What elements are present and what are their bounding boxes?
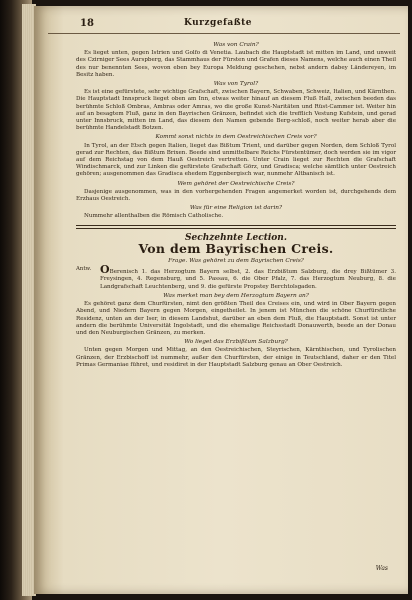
paragraph: Nummehr allenthalben die Römisch Catholische. bbox=[84, 213, 224, 220]
paragraph: Es lieget unten, gegen Istrien und Golfo di Venetia. Laubach die Hauptstadt ist mitten im Land, und unweit des Czirniger Sees Aurspberg, das Stammhaus der Fürsten und Grafen dieses Namens, welche auch einen Theil des nur benennten Sees, wovon eben bey Europa Meldung geschehen, nebst andern dabey Ländereyen, im Besitz haben. bbox=[76, 50, 396, 78]
answer-paragraph bbox=[76, 263, 396, 291]
question: Was von Tyrol? bbox=[213, 81, 259, 88]
header-rule bbox=[48, 33, 400, 34]
paragraph: Unten gegen Morgen und Mittag, an den Oestreichischen, Steyrischen, Kärnthischen, und Tyrolischen Gränzen, der Erzbischoff ist nummehr, außer den Churfürsten, der einige in Teutschland, daher er den Titel Primas Germaniae führet, und residiret in der Hauptstadt Salzburg genau an Ober Oestreich. bbox=[76, 347, 396, 368]
paragraph: Es gehöret ganz dem Churfürsten, nimt den größten Theil des Creises ein, und wird in Ober Bayern gegen Abend, und Niedern Bayern gegen Morgen, eingetheilet. In jenem ist München die schöne Churfürstliche Residenz, unten an der Iser, in diesem Landshut, darüber an eben dem Fluß, die Hauptstadt. Sonst ist unter andern die berühmte Universität Ingolstadt, und die ehemalige Reichsstadt Donauwerth, beede an der Donau und den Neuburgischen Gränzen, zu merken. bbox=[76, 301, 396, 336]
question: Wo lieget das Erzbißtum Salzburg? bbox=[184, 339, 288, 346]
question: Was merket man bey dem Herzogtum Bayern an? bbox=[163, 292, 309, 299]
page-content bbox=[76, 40, 396, 590]
question: Wem gehöret der Oestreichische Creis? bbox=[177, 180, 295, 187]
answer-text: Berenisch 1. das Herzogtum Bayern selbst, 2. das Erzbißtum Salzburg, die drey Bißtümer 3. Freysingen, 4. Regensburg, und 5. Passau, 6. die Ober Pfalz, 7. das Herzogtum Neuburg, 8. die Landgrafschaft Leuchtenberg, und 9. die gefürste Propstey Berchtolsgaden. bbox=[100, 269, 396, 290]
answer-label: Antw. bbox=[76, 266, 92, 273]
question: Was für eine Religion ist darin? bbox=[189, 205, 283, 212]
question: Frage. Was gehöret zu dem Bayrischen Creis? bbox=[168, 258, 304, 265]
book-page bbox=[34, 6, 408, 594]
paragraph: In Tyrol, an der Etsch gegen Italien, lieget das Bißtum Trient, und darüber gegen Norden, dem Schloß Tyrol gerad zur Rechten, das Bißtum Brixen. Beede sind unmittelbare Reichs Fürstentümer, doch werden sie im vigor auf dem Reichstag von dem Hauß Oestreich vertretten. Unter Crain lieget zur Rechten die Grafschaft Windischmarck, und zur Linken die gefürstete Grafschaft Görz, und Gradisca; welche sämtlich unter Oestreich gehören; ausgenommen das Gradisca ehedem Eggenbergisch war, nunmehr Altbanisch ist. bbox=[76, 142, 396, 178]
question: Kommt sonst nichts in dem Oestreichischen Creis vor? bbox=[155, 134, 317, 141]
paragraph: Es ist eine gefürstete, sehr wichtige Grafschaft, zwischen Bayern, Schwaben, Schweiz, Italien, und Kärnthen. Die Hauptstadt Innspruck lieget oben am Inn, etwas weiter hinauf an diesem Fluß Hall, zwischen beeden das berühmte Schloß Ombras, Ambras oder Amras, wo die große Kunst-Naritäten und Rüst-Cammer ist. Weiter hin auf an besagtem Fluß, ganz in den Bayrischen Gränzen, befindet sich die trefflich Vestung Kufstein, und gerad unter Innsbruck, mitten im Land, das diesem den Namen gebende Berg-schloß, noch weiter herab aber die berühmte Handelstadt Botzen. bbox=[76, 89, 396, 132]
initial-capital: O bbox=[100, 263, 110, 277]
chapter-title: Von dem Bayrischen Creis. bbox=[138, 240, 334, 256]
page-number: 18 bbox=[80, 18, 94, 29]
lection-heading: Sechzehnte Lection. bbox=[185, 232, 287, 243]
question: Was von Crain? bbox=[213, 42, 259, 48]
bottom-text-blocks bbox=[76, 293, 396, 369]
running-head: Kurzgefaßte bbox=[184, 18, 252, 28]
paragraph: Dasjenige ausgenommen, was in den vorhergehenden Fragen angemerket worden ist, durchgehends dem Erzhaus Oestreich. bbox=[76, 188, 396, 203]
catchword: Was bbox=[375, 565, 388, 572]
top-text-blocks bbox=[76, 42, 396, 221]
section-divider bbox=[76, 225, 396, 229]
